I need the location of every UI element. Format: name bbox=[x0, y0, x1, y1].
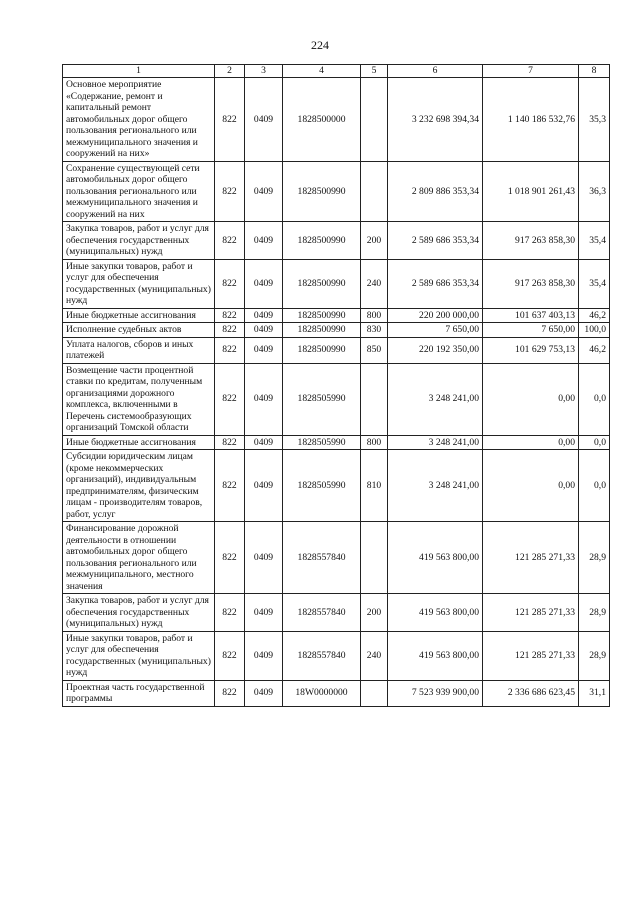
row-plan: 7 650,00 bbox=[388, 323, 483, 338]
row-gr: 822 bbox=[215, 337, 245, 363]
row-vr: 800 bbox=[361, 435, 388, 450]
table-row bbox=[63, 323, 610, 338]
row-fact: 0,00 bbox=[483, 450, 579, 522]
header-cell: 7 bbox=[483, 65, 579, 78]
row-name: Основное мероприятие «Содержание, ремонт и капитальный ремонт автомобильных дорог общего пользования регионального или межмуниципального значения и сооружений на них» bbox=[63, 78, 215, 162]
row-rz: 0409 bbox=[245, 161, 283, 222]
header-cell: 8 bbox=[579, 65, 610, 78]
table-row bbox=[63, 78, 610, 162]
row-rz: 0409 bbox=[245, 631, 283, 680]
table-row bbox=[63, 435, 610, 450]
row-plan: 3 248 241,00 bbox=[388, 363, 483, 435]
row-vr: 200 bbox=[361, 594, 388, 632]
row-csr: 1828500990 bbox=[283, 259, 361, 308]
row-vr: 200 bbox=[361, 222, 388, 260]
header-cell: 6 bbox=[388, 65, 483, 78]
row-name: Иные закупки товаров, работ и услуг для обеспечения государственных (муниципальных) нужд bbox=[63, 631, 215, 680]
row-fact: 121 285 271,33 bbox=[483, 594, 579, 632]
row-csr: 1828500990 bbox=[283, 323, 361, 338]
table-row bbox=[63, 522, 610, 594]
row-name: Закупка товаров, работ и услуг для обеспечения государственных (муниципальных) нужд bbox=[63, 222, 215, 260]
table-row bbox=[63, 450, 610, 522]
row-rz: 0409 bbox=[245, 435, 283, 450]
row-plan: 419 563 800,00 bbox=[388, 522, 483, 594]
row-gr: 822 bbox=[215, 323, 245, 338]
row-name: Иные бюджетные ассигнования bbox=[63, 435, 215, 450]
row-csr: 18W0000000 bbox=[283, 680, 361, 706]
row-pct: 28,9 bbox=[579, 631, 610, 680]
row-gr: 822 bbox=[215, 435, 245, 450]
row-rz: 0409 bbox=[245, 450, 283, 522]
row-csr: 1828557840 bbox=[283, 522, 361, 594]
row-plan: 419 563 800,00 bbox=[388, 594, 483, 632]
row-fact: 101 637 403,13 bbox=[483, 308, 579, 323]
row-vr bbox=[361, 680, 388, 706]
row-fact: 7 650,00 bbox=[483, 323, 579, 338]
row-gr: 822 bbox=[215, 594, 245, 632]
table-header-row bbox=[63, 65, 610, 78]
row-gr: 822 bbox=[215, 680, 245, 706]
row-vr: 800 bbox=[361, 308, 388, 323]
table-row bbox=[63, 680, 610, 706]
row-gr: 822 bbox=[215, 78, 245, 162]
row-pct: 0,0 bbox=[579, 435, 610, 450]
row-fact: 917 263 858,30 bbox=[483, 259, 579, 308]
row-plan: 3 232 698 394,34 bbox=[388, 78, 483, 162]
row-plan: 220 200 000,00 bbox=[388, 308, 483, 323]
row-pct: 0,0 bbox=[579, 363, 610, 435]
row-pct: 36,3 bbox=[579, 161, 610, 222]
row-rz: 0409 bbox=[245, 680, 283, 706]
table-row bbox=[63, 363, 610, 435]
header-cell: 2 bbox=[215, 65, 245, 78]
row-rz: 0409 bbox=[245, 222, 283, 260]
row-rz: 0409 bbox=[245, 323, 283, 338]
row-gr: 822 bbox=[215, 259, 245, 308]
row-csr: 1828500990 bbox=[283, 308, 361, 323]
row-fact: 1 140 186 532,76 bbox=[483, 78, 579, 162]
row-plan: 2 589 686 353,34 bbox=[388, 222, 483, 260]
row-fact: 0,00 bbox=[483, 435, 579, 450]
row-gr: 822 bbox=[215, 363, 245, 435]
header-cell: 3 bbox=[245, 65, 283, 78]
row-name: Возмещение части процентной ставки по кредитам, полученным организациями дорожного комплекса, включенными в Перечень системообразующих организаций Томской области bbox=[63, 363, 215, 435]
row-vr: 850 bbox=[361, 337, 388, 363]
row-csr: 1828557840 bbox=[283, 594, 361, 632]
table-row bbox=[63, 259, 610, 308]
row-gr: 822 bbox=[215, 450, 245, 522]
row-rz: 0409 bbox=[245, 78, 283, 162]
row-rz: 0409 bbox=[245, 363, 283, 435]
row-gr: 822 bbox=[215, 222, 245, 260]
row-pct: 35,3 bbox=[579, 78, 610, 162]
row-rz: 0409 bbox=[245, 308, 283, 323]
row-csr: 1828500990 bbox=[283, 337, 361, 363]
row-plan: 3 248 241,00 bbox=[388, 450, 483, 522]
row-name: Закупка товаров, работ и услуг для обеспечения государственных (муниципальных) нужд bbox=[63, 594, 215, 632]
row-name: Субсидии юридическим лицам (кроме некоммерческих организаций), индивидуальным предпринимателям, физическим лицам - производителям товаров, работ, услуг bbox=[63, 450, 215, 522]
row-plan: 2 589 686 353,34 bbox=[388, 259, 483, 308]
row-vr: 240 bbox=[361, 259, 388, 308]
row-fact: 101 629 753,13 bbox=[483, 337, 579, 363]
row-csr: 1828557840 bbox=[283, 631, 361, 680]
table-body bbox=[63, 65, 610, 707]
row-name: Финансирование дорожной деятельности в отношении автомобильных дорог общего пользования регионального или межмуниципального, местного значения bbox=[63, 522, 215, 594]
row-plan: 7 523 939 900,00 bbox=[388, 680, 483, 706]
row-rz: 0409 bbox=[245, 337, 283, 363]
row-rz: 0409 bbox=[245, 522, 283, 594]
row-pct: 0,0 bbox=[579, 450, 610, 522]
row-gr: 822 bbox=[215, 308, 245, 323]
row-name: Иные закупки товаров, работ и услуг для обеспечения государственных (муниципальных) нужд bbox=[63, 259, 215, 308]
row-plan: 3 248 241,00 bbox=[388, 435, 483, 450]
table-row bbox=[63, 337, 610, 363]
row-gr: 822 bbox=[215, 522, 245, 594]
row-csr: 1828505990 bbox=[283, 450, 361, 522]
row-csr: 1828500000 bbox=[283, 78, 361, 162]
table-row bbox=[63, 594, 610, 632]
header-cell: 1 bbox=[63, 65, 215, 78]
row-fact: 2 336 686 623,45 bbox=[483, 680, 579, 706]
page-number: 224 bbox=[311, 38, 329, 52]
row-name: Сохранение существующей сети автомобильных дорог общего пользования регионального или межмуниципального значения и сооружений на них bbox=[63, 161, 215, 222]
row-csr: 1828500990 bbox=[283, 222, 361, 260]
row-gr: 822 bbox=[215, 161, 245, 222]
table-row bbox=[63, 161, 610, 222]
row-gr: 822 bbox=[215, 631, 245, 680]
row-vr bbox=[361, 161, 388, 222]
row-name: Уплата налогов, сборов и иных платежей bbox=[63, 337, 215, 363]
row-vr: 240 bbox=[361, 631, 388, 680]
row-fact: 121 285 271,33 bbox=[483, 631, 579, 680]
row-pct: 35,4 bbox=[579, 222, 610, 260]
row-vr: 830 bbox=[361, 323, 388, 338]
row-plan: 2 809 886 353,34 bbox=[388, 161, 483, 222]
row-fact: 121 285 271,33 bbox=[483, 522, 579, 594]
row-name: Проектная часть государственной программы bbox=[63, 680, 215, 706]
row-pct: 28,9 bbox=[579, 522, 610, 594]
row-pct: 46,2 bbox=[579, 308, 610, 323]
table-row bbox=[63, 308, 610, 323]
row-csr: 1828505990 bbox=[283, 435, 361, 450]
table-row bbox=[63, 631, 610, 680]
budget-table bbox=[62, 64, 610, 707]
row-pct: 28,9 bbox=[579, 594, 610, 632]
row-pct: 35,4 bbox=[579, 259, 610, 308]
row-vr bbox=[361, 363, 388, 435]
row-pct: 31,1 bbox=[579, 680, 610, 706]
row-plan: 220 192 350,00 bbox=[388, 337, 483, 363]
row-csr: 1828500990 bbox=[283, 161, 361, 222]
row-vr bbox=[361, 78, 388, 162]
row-fact: 917 263 858,30 bbox=[483, 222, 579, 260]
row-rz: 0409 bbox=[245, 259, 283, 308]
header-cell: 4 bbox=[283, 65, 361, 78]
row-plan: 419 563 800,00 bbox=[388, 631, 483, 680]
row-fact: 1 018 901 261,43 bbox=[483, 161, 579, 222]
row-name: Исполнение судебных актов bbox=[63, 323, 215, 338]
row-name: Иные бюджетные ассигнования bbox=[63, 308, 215, 323]
row-pct: 100,0 bbox=[579, 323, 610, 338]
table-row bbox=[63, 222, 610, 260]
header-cell: 5 bbox=[361, 65, 388, 78]
row-pct: 46,2 bbox=[579, 337, 610, 363]
row-csr: 1828505990 bbox=[283, 363, 361, 435]
row-fact: 0,00 bbox=[483, 363, 579, 435]
row-vr: 810 bbox=[361, 450, 388, 522]
row-vr bbox=[361, 522, 388, 594]
row-rz: 0409 bbox=[245, 594, 283, 632]
